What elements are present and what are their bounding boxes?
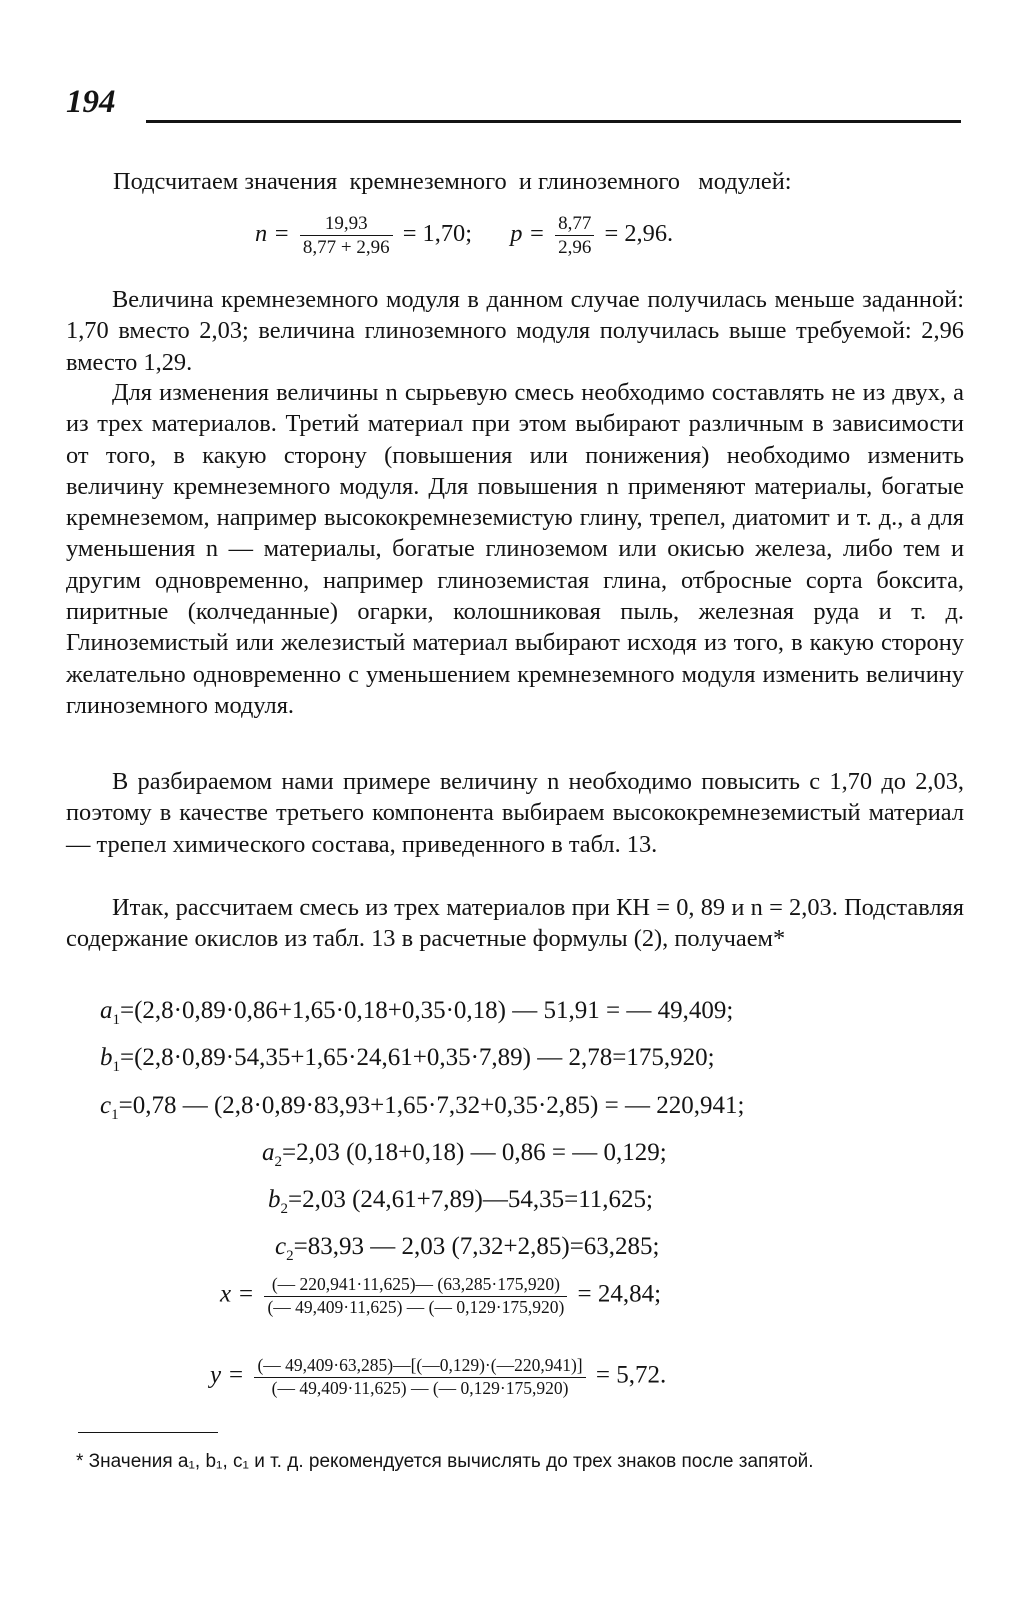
eq-sub: 2	[286, 1248, 294, 1264]
x-numerator: (— 220,941·11,625)— (63,285·175,920)	[271, 1274, 560, 1294]
x-fraction	[264, 1276, 567, 1316]
eq-sub: 1	[111, 1107, 119, 1123]
eq-expr: =83,93 — 2,03 (7,32+2,85)=63,285;	[293, 1233, 660, 1260]
n-denominator: 8,77 + 2,96	[300, 235, 393, 257]
x-denominator: (— 49,409·11,625) — (— 0,129·175,920)	[264, 1296, 567, 1317]
paragraph-2: Для изменения величины n сырьевую смесь необходимо составлять не из двух, а из трех материалов. Третий материал при этом выбирают различным в зависимости от того, в какую сторону (повышения или понижения) необходимо изменить величину кремнеземного модуля. Для повышения n применяют материалы, богатые кремнеземом, например высококремнеземистую глину, трепел, диатомит и т. д., а для уменьшения n — материалы, богатые глиноземом или окисью железа, либо тем и другим одновременно, например глиноземистая глина, отбросные сорта боксита, пиритные (колчеданные) огарки, колошниковая пыль, железная руда и т. д. Глиноземистый или железистый материал выбирают исходя из того, в какую сторону желательно одновременно с уменьшением кремнеземного модуля изменить величину глиноземного модуля.	[66, 379, 964, 719]
p-lhs: p =	[510, 220, 546, 248]
p-fraction	[555, 214, 594, 257]
equation-a2	[262, 1140, 667, 1170]
eq-var: b	[268, 1186, 281, 1213]
y-fraction	[254, 1357, 585, 1397]
p-numerator: 8,77	[558, 213, 592, 234]
p-result: = 2,96.	[604, 220, 674, 248]
x-equation	[220, 1276, 661, 1316]
equation-a1	[100, 998, 733, 1028]
intro-line: Подсчитаем значения кремнеземного и глиноземного модулей:	[113, 168, 792, 195]
eq-sub: 1	[112, 1059, 120, 1075]
x-lhs: x =	[220, 1280, 255, 1308]
eq-expr: =2,03 (24,61+7,89)—54,35=11,625;	[288, 1186, 653, 1213]
paragraph-1: Величина кремнеземного модуля в данном случае получилась меньше заданной: 1,70 вместо 2,03; величина глиноземного модуля получилась выше требуемой: 2,96 вместо 1,29.	[66, 286, 964, 376]
eq-var: a	[262, 1139, 275, 1166]
y-numerator: (— 49,409·63,285)—[(—0,129)·(—220,941)]	[257, 1355, 583, 1375]
x-result: = 24,84;	[577, 1280, 662, 1308]
header-rule	[146, 120, 961, 123]
moduli-formula	[255, 214, 673, 257]
n-fraction	[300, 214, 393, 257]
eq-sub: 2	[280, 1201, 288, 1217]
footnote-rule	[78, 1432, 218, 1433]
eq-expr: =2,03 (0,18+0,18) — 0,86 = — 0,129;	[282, 1139, 667, 1166]
eq-expr: =0,78 — (2,8·0,89·83,93+1,65·7,32+0,35·2,85) = — 220,941;	[118, 1092, 745, 1119]
paragraph-4: Итак, рассчитаем смесь из трех материалов при КН = 0, 89 и n = 2,03. Подставляя содержание окислов из табл. 13 в расчетные формулы (2), получаем*	[66, 894, 964, 953]
n-lhs: n =	[255, 220, 290, 248]
eq-sub: 1	[112, 1012, 120, 1028]
equation-c2	[275, 1234, 660, 1264]
p-denominator: 2,96	[555, 235, 594, 257]
paragraph-3: В разбираемом нами примере величину n необходимо повысить с 1,70 до 2,03, поэтому в качестве третьего компонента выбираем высококремнеземистый материал — трепел химического состава, приведенного в табл. 13.	[66, 768, 964, 858]
eq-var: b	[100, 1044, 113, 1071]
equation-b2	[268, 1187, 653, 1217]
eq-expr: =(2,8·0,89·54,35+1,65·24,61+0,35·7,89) — 2,78=175,920;	[120, 1044, 715, 1071]
y-denominator: (— 49,409·11,625) — (— 0,129·175,920)	[254, 1377, 585, 1398]
footnote: * Значения a₁, b₁, c₁ и т. д. рекомендуется вычислять до трех знаков после запятой.	[76, 1451, 814, 1472]
page-number: 194	[66, 84, 116, 120]
y-result: = 5,72.	[595, 1361, 667, 1389]
eq-expr: =(2,8·0,89·0,86+1,65·0,18+0,35·0,18) — 51,91 = — 49,409;	[120, 997, 734, 1024]
n-numerator: 19,93	[324, 213, 368, 234]
y-equation	[210, 1357, 666, 1397]
eq-var: c	[100, 1092, 112, 1119]
eq-sub: 2	[274, 1154, 282, 1170]
eq-var: a	[100, 997, 113, 1024]
equation-c1	[100, 1093, 744, 1123]
eq-var: c	[275, 1233, 287, 1260]
y-lhs: y =	[210, 1361, 245, 1389]
n-result: = 1,70;	[402, 220, 473, 248]
equation-b1	[100, 1045, 715, 1075]
